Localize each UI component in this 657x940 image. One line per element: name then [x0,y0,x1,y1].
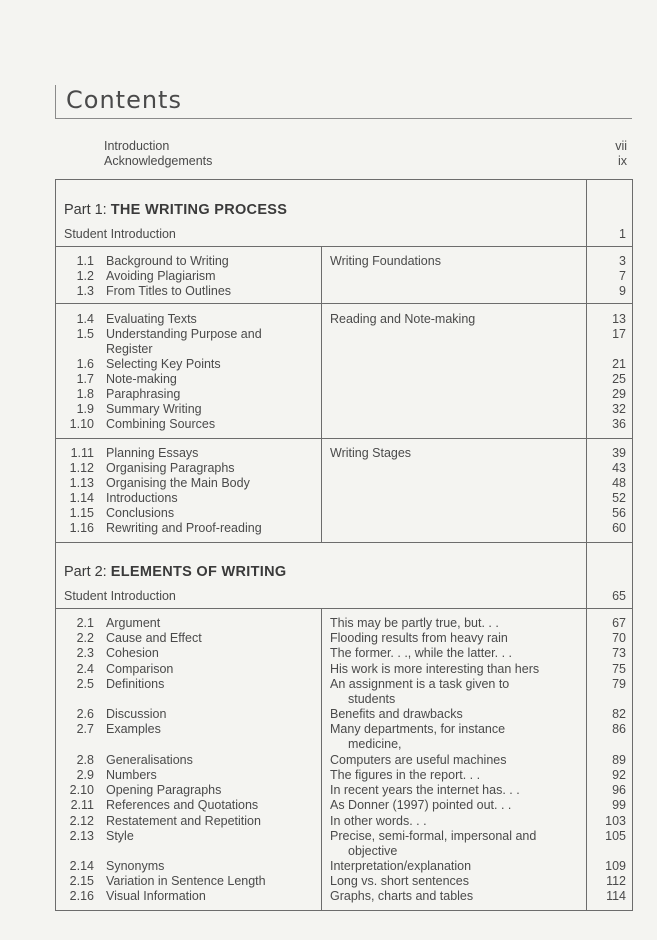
entry-title: Discussion [106,707,167,721]
entry-page: 79 [612,677,626,691]
entry-number: 2.6 [76,707,94,721]
part-1-student-intro-page: 1 [619,227,626,241]
entry-title: Background to Writing [106,254,229,268]
toc-entry-continued [56,737,632,752]
front-matter-introduction [104,139,627,153]
entry-title: Note-making [106,372,177,386]
entry-page: 56 [612,506,626,520]
entry-number: 2.9 [76,768,94,782]
toc-entry [56,677,632,692]
entry-number: 2.16 [69,889,94,903]
entry-number: 1.1 [76,254,94,268]
entry-title: Conclusions [106,506,175,520]
entry-page: 7 [619,269,626,283]
entry-page: 73 [612,646,626,660]
entry-title: Evaluating Texts [106,312,197,326]
toc-entry [56,491,632,506]
entry-title: Rewriting and Proof-reading [106,521,262,535]
entry-title: Style [106,829,134,843]
entry-example: Many departments, for instance [330,722,506,736]
entry-number: 2.8 [76,753,94,767]
entry-page: 17 [612,327,626,341]
entry-page: 109 [605,859,626,873]
entry-number: 2.3 [76,646,94,660]
entry-number: 2.11 [70,798,94,812]
entry-page: 75 [612,662,626,676]
entry-number: 2.12 [69,814,94,828]
toc-entry [56,631,632,646]
toc-entry [56,446,632,461]
entry-page: 29 [612,387,626,401]
toc-entry [56,859,632,874]
entry-title: Restatement and Repetition [106,814,261,828]
entry-number: 2.2 [76,631,94,645]
toc-entry [56,814,632,829]
entry-number: 2.5 [76,677,94,691]
entry-example: In recent years the internet has. . . [330,783,520,797]
part-2-prefix: Part 2: [64,564,111,580]
entry-page: 105 [605,829,626,843]
part-2-heading [64,564,286,580]
entry-page: 13 [612,312,626,326]
entry-number: 1.16 [69,521,94,535]
entry-title: Examples [106,722,161,736]
entry-title: Numbers [106,768,157,782]
divider [56,438,632,439]
entry-page: 3 [619,254,626,268]
entry-example: Long vs. short sentences [330,874,469,888]
entry-example: His work is more interesting than hers [330,662,540,676]
divider [56,542,632,543]
entry-number: 1.12 [69,461,94,475]
toc-entry-continued [56,692,632,707]
entry-example-continued: objective [348,844,398,858]
page-title: Contents [66,86,182,114]
entry-page: 25 [612,372,626,386]
entry-title: Paraphrasing [106,387,181,401]
entry-page: 103 [605,814,626,828]
entry-title: Argument [106,616,161,630]
entry-number: 1.5 [76,327,94,341]
toc-entry [56,798,632,813]
toc-entry [56,269,632,284]
toc-entry [56,768,632,783]
entry-example-continued: medicine, [348,737,402,751]
toc-entry [56,521,632,536]
entry-example: Graphs, charts and tables [330,889,474,903]
entry-number: 1.7 [76,372,94,386]
toc-entry [56,829,632,844]
entry-number: 1.10 [69,417,94,431]
entry-page: 60 [612,521,626,535]
part-1-heading [64,202,287,218]
entry-page: 92 [612,768,626,782]
entry-title: Synonyms [106,859,165,873]
entry-number: 2.1 [76,616,94,630]
section-group-label: Writing Foundations [330,254,441,268]
entry-title: Organising Paragraphs [106,461,235,475]
entry-example: Precise, semi-formal, impersonal and [330,829,537,843]
entry-example: This may be partly true, but. . . [330,616,499,630]
entry-title: Organising the Main Body [106,476,250,490]
entry-number: 1.2 [76,269,94,283]
entry-page: 112 [606,874,626,888]
part-2-student-intro-page: 65 [612,589,626,603]
entry-page: 43 [612,461,626,475]
entry-title: Avoiding Plagiarism [106,269,216,283]
entry-page: 21 [612,357,626,371]
entry-number: 1.14 [69,491,94,505]
entry-number: 2.4 [76,662,94,676]
entry-page: 67 [612,616,626,630]
toc-entry [56,402,632,417]
entry-page: 32 [612,402,626,416]
part-2-title: ELEMENTS OF WRITING [110,564,287,580]
toc-entry [56,753,632,768]
entry-number: 1.8 [76,387,94,401]
entry-example: Benefits and drawbacks [330,707,463,721]
entry-page: 114 [606,889,626,903]
entry-title: Comparison [106,662,174,676]
entry-number: 2.10 [69,783,94,797]
toc-entry [56,874,632,889]
entry-example-continued: students [348,692,396,706]
part-2-student-intro: Student Introduction [64,589,176,603]
entry-page: 99 [612,798,626,812]
toc-entry [56,506,632,521]
entry-page: 52 [612,491,626,505]
divider [56,246,632,247]
entry-title-continued: Register [106,342,153,356]
toc-entry [56,461,632,476]
toc-entry [56,284,632,299]
toc-entry [56,616,632,631]
entry-page: 9 [619,284,626,298]
entry-title: Selecting Key Points [106,357,221,371]
entry-page: 36 [612,417,626,431]
front-matter-label: Introduction [104,139,170,153]
entry-example: The figures in the report. . . [330,768,481,782]
part-1-title: THE WRITING PROCESS [110,202,288,218]
entry-example: An assignment is a task given to [330,677,510,691]
toc-entry [56,387,632,402]
entry-title: References and Quotations [106,798,259,812]
entry-example: Computers are useful machines [330,753,507,767]
toc-entry [56,783,632,798]
contents-table [55,179,633,911]
entry-title: Opening Paragraphs [106,783,222,797]
entry-title: Visual Information [106,889,206,903]
entry-page: 48 [612,476,626,490]
entry-number: 1.3 [76,284,94,298]
front-matter-page: vii [615,139,627,153]
entry-title: Cohesion [106,646,159,660]
entry-title: Summary Writing [106,402,202,416]
entry-example: Flooding results from heavy rain [330,631,508,645]
toc-entry [56,646,632,661]
entry-title: Combining Sources [106,417,216,431]
entry-title: From Titles to Outlines [106,284,232,298]
toc-entry [56,417,632,432]
entry-title: Understanding Purpose and [106,327,262,341]
toc-entry [56,476,632,491]
entry-number: 2.15 [69,874,94,888]
toc-entry-continued [56,342,632,357]
entry-page: 70 [612,631,626,645]
entry-page: 82 [612,707,626,721]
entry-number: 2.14 [69,859,94,873]
toc-entry [56,312,632,327]
entry-number: 1.11 [70,446,94,460]
entry-title: Planning Essays [106,446,199,460]
section-group-label: Writing Stages [330,446,412,460]
entry-number: 1.9 [76,402,94,416]
toc-entry [56,889,632,904]
divider [56,608,632,609]
section-group-label: Reading and Note-making [330,312,476,326]
entry-title: Variation in Sentence Length [106,874,266,888]
entry-number: 1.6 [76,357,94,371]
front-matter-acknowledgements [104,154,627,168]
entry-title: Definitions [106,677,165,691]
entry-number: 2.7 [76,722,94,736]
toc-entry [56,662,632,677]
entry-title: Cause and Effect [106,631,202,645]
toc-entry [56,707,632,722]
part-1-prefix: Part 1: [64,202,111,218]
toc-entry [56,327,632,342]
contents-heading-frame [55,85,632,119]
entry-number: 1.4 [76,312,94,326]
toc-entry [56,722,632,737]
part-1-student-intro: Student Introduction [64,227,176,241]
entry-page: 39 [612,446,626,460]
entry-number: 1.15 [69,506,94,520]
toc-entry-continued [56,844,632,859]
entry-title: Introductions [106,491,178,505]
entry-page: 86 [612,722,626,736]
toc-entry [56,372,632,387]
entry-page: 89 [612,753,626,767]
entry-example: In other words. . . [330,814,427,828]
entry-number: 2.13 [69,829,94,843]
toc-entry [56,254,632,269]
front-matter-label: Acknowledgements [104,154,213,168]
entry-title: Generalisations [106,753,193,767]
divider [56,303,632,304]
toc-entry [56,357,632,372]
entry-example: As Donner (1997) pointed out. . . [330,798,512,812]
entry-example: The former. . ., while the latter. . . [330,646,513,660]
entry-number: 1.13 [69,476,94,490]
entry-page: 96 [612,783,626,797]
front-matter-page: ix [617,154,627,168]
entry-example: Interpretation/explanation [330,859,472,873]
